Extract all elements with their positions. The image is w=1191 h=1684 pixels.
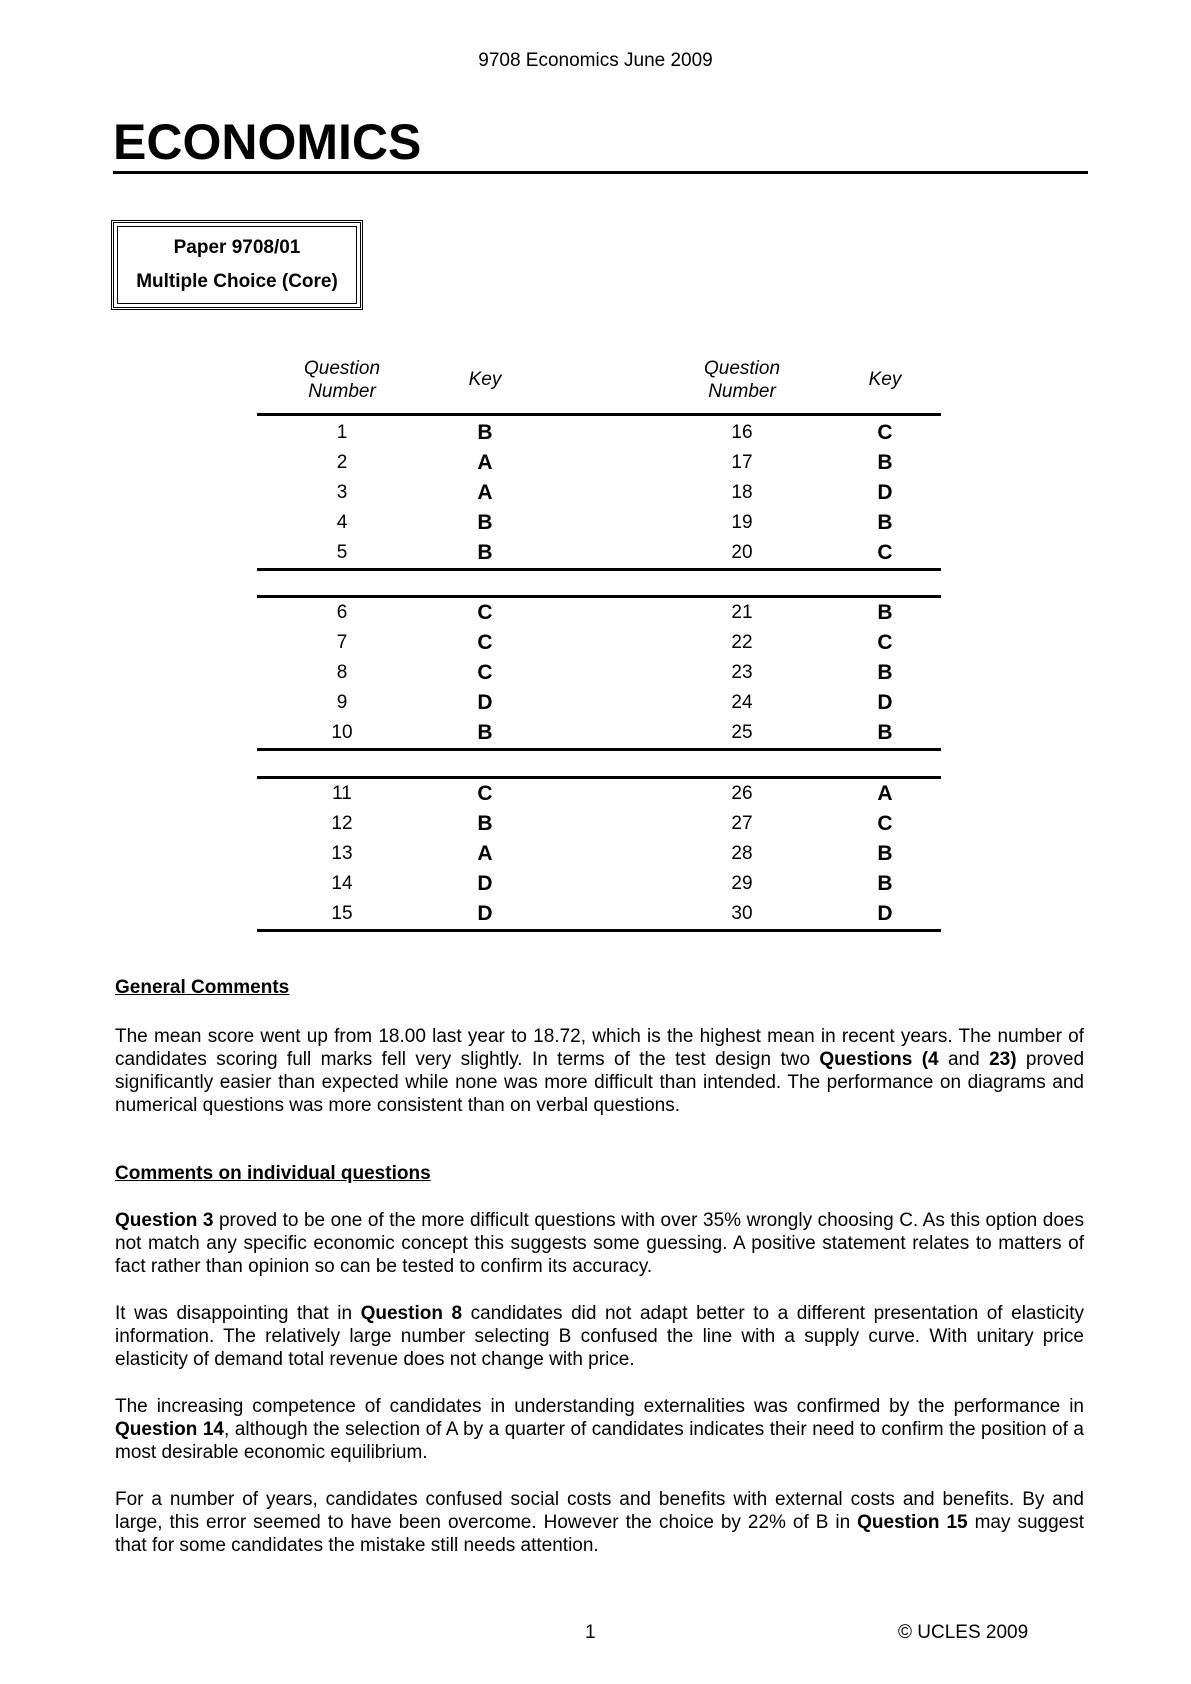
question-number: 2 xyxy=(336,452,348,473)
question-number: 13 xyxy=(331,843,353,864)
answer-key: B xyxy=(477,721,493,744)
question-number: 22 xyxy=(731,632,753,653)
answer-key: B xyxy=(877,872,893,895)
bold-run: Question 15 xyxy=(857,1512,968,1533)
answer-key: C xyxy=(877,421,893,444)
title-divider xyxy=(113,171,1088,174)
question-number: 20 xyxy=(731,542,753,563)
question-number: 21 xyxy=(731,602,753,623)
table-row xyxy=(257,899,941,929)
text-run: For a number of years, candidates confused social costs and benefits with external costs and benefits. By and large, this error seemed to have been overcome. However the choice by 22% of B in xyxy=(115,1489,1084,1533)
table-row xyxy=(257,839,941,869)
table-row xyxy=(257,448,941,478)
question-number: 17 xyxy=(731,452,753,473)
answer-key: B xyxy=(477,511,493,534)
copyright-notice: © UCLES 2009 xyxy=(898,1622,1029,1643)
comment-paragraph-question-3 xyxy=(115,1209,1084,1278)
text-run: It was disappointing that in xyxy=(115,1303,361,1324)
bold-run: 23) xyxy=(989,1049,1017,1070)
answer-key: C xyxy=(477,782,493,805)
comment-paragraph-question-14 xyxy=(115,1395,1084,1464)
question-number: 19 xyxy=(731,512,753,533)
paper-info-box xyxy=(111,220,363,310)
question-number: 7 xyxy=(336,632,348,653)
question-number: 8 xyxy=(336,662,348,683)
answer-key: A xyxy=(877,782,893,805)
question-number: 24 xyxy=(731,692,753,713)
question-number: 27 xyxy=(731,813,753,834)
answer-key: C xyxy=(877,541,893,564)
table-row xyxy=(257,809,941,839)
general-comments-paragraph xyxy=(115,1025,1084,1117)
comment-paragraph-question-15 xyxy=(115,1488,1084,1557)
question-number: 29 xyxy=(731,873,753,894)
answer-key: B xyxy=(877,842,893,865)
paper-code: Paper 9708/01 xyxy=(173,237,301,258)
individual-comments-heading: Comments on individual questions xyxy=(115,1163,431,1184)
question-number: 11 xyxy=(332,783,352,804)
table-row xyxy=(257,628,941,658)
text-run: proved to be one of the more difficult questions with over 35% wrongly choosing C. As this option does not match any specific economic concept this suggests some guessing. A positive statement relates to matters of fact rather than opinion so can be tested to confirm its accuracy. xyxy=(115,1210,1084,1277)
bold-run: Questions (4 xyxy=(819,1049,939,1070)
table-row xyxy=(257,538,941,568)
bold-run: Question 8 xyxy=(360,1303,463,1324)
header-line: Question xyxy=(703,358,781,379)
text-run: The mean score went up from 18.00 last year to 18.72, which is the highest mean in recent years. The number of candidates scoring full marks fell very slightly. In terms of the test design two xyxy=(115,1026,1084,1070)
table-row xyxy=(257,779,941,809)
answer-key: A xyxy=(477,842,493,865)
text-run: candidates did not adapt better to a different presentation of elasticity information. The relatively large number selecting B confused the line with a supply curve. With unitary price elasticity of demand total revenue does not change with price. xyxy=(115,1303,1084,1370)
answer-key: D xyxy=(877,481,893,504)
column-header-key: Key xyxy=(468,369,502,390)
bold-run: Question 14 xyxy=(115,1419,224,1440)
paper-subtitle: Multiple Choice (Core) xyxy=(136,271,338,292)
answer-key: C xyxy=(877,631,893,654)
header-line: Number xyxy=(708,381,776,402)
question-number: 18 xyxy=(731,482,753,503)
answer-key: C xyxy=(877,812,893,835)
text-run: proved significantly easier than expected while none was more difficult than intended. The performance on diagrams and numerical questions was more consistent than on verbal questions. xyxy=(115,1049,1085,1116)
bold-run: Question 3 xyxy=(115,1210,214,1231)
table-row xyxy=(257,418,941,448)
question-number: 15 xyxy=(331,903,353,924)
column-header-question-number xyxy=(292,357,392,403)
header-line: Question xyxy=(303,358,381,379)
answer-key: C xyxy=(477,631,493,654)
question-number: 14 xyxy=(331,873,353,894)
table-row xyxy=(257,688,941,718)
answer-key: B xyxy=(877,511,893,534)
question-number: 30 xyxy=(731,903,753,924)
comment-paragraph-question-8 xyxy=(115,1302,1084,1371)
answer-key: D xyxy=(477,902,493,925)
answer-key-header xyxy=(257,357,941,416)
answer-key: C xyxy=(477,661,493,684)
table-row xyxy=(257,718,941,748)
header-line: Number xyxy=(308,381,376,402)
answer-key: B xyxy=(477,812,493,835)
running-header: 9708 Economics June 2009 xyxy=(478,50,713,71)
table-row xyxy=(257,598,941,628)
column-header-question-number xyxy=(692,357,792,403)
question-number: 5 xyxy=(336,542,348,563)
question-number: 26 xyxy=(731,783,753,804)
answer-key: A xyxy=(477,481,493,504)
question-number: 16 xyxy=(731,422,753,443)
answer-key: B xyxy=(877,721,893,744)
text-run: and xyxy=(938,1049,990,1070)
text-run: may suggest that for some candidates the mistake still needs attention. xyxy=(115,1512,1085,1556)
answer-key: B xyxy=(877,661,893,684)
general-comments-heading: General Comments xyxy=(115,977,290,998)
table-row xyxy=(257,869,941,899)
answer-key: B xyxy=(877,601,893,624)
answer-key: D xyxy=(877,902,893,925)
answer-key: B xyxy=(477,541,493,564)
answer-key: D xyxy=(477,691,493,714)
table-row xyxy=(257,658,941,688)
table-row xyxy=(257,478,941,508)
text-run: The increasing competence of candidates in understanding externalities was confirmed by the performance in xyxy=(115,1396,1084,1417)
question-number: 12 xyxy=(331,813,353,834)
answer-key: A xyxy=(477,451,493,474)
question-number: 9 xyxy=(336,692,348,713)
question-number: 10 xyxy=(331,722,353,743)
table-row xyxy=(257,508,941,538)
answer-key: B xyxy=(477,421,493,444)
answer-key-block xyxy=(257,418,941,571)
answer-key: D xyxy=(877,691,893,714)
document-title: ECONOMICS xyxy=(113,114,422,170)
question-number: 4 xyxy=(336,512,348,533)
question-number: 23 xyxy=(731,662,753,683)
page-number: 1 xyxy=(585,1622,596,1643)
question-number: 6 xyxy=(336,602,348,623)
answer-key: B xyxy=(877,451,893,474)
answer-key: D xyxy=(477,872,493,895)
question-number: 28 xyxy=(731,843,753,864)
answer-key-block xyxy=(257,595,941,751)
question-number: 1 xyxy=(336,422,348,443)
question-number: 3 xyxy=(336,482,348,503)
answer-key-block xyxy=(257,776,941,932)
answer-key: C xyxy=(477,601,493,624)
column-header-key: Key xyxy=(868,369,902,390)
question-number: 25 xyxy=(731,722,753,743)
text-run: , although the selection of A by a quarter of candidates indicates their need to confirm the position of a most desirable economic equilibrium. xyxy=(115,1419,1084,1463)
